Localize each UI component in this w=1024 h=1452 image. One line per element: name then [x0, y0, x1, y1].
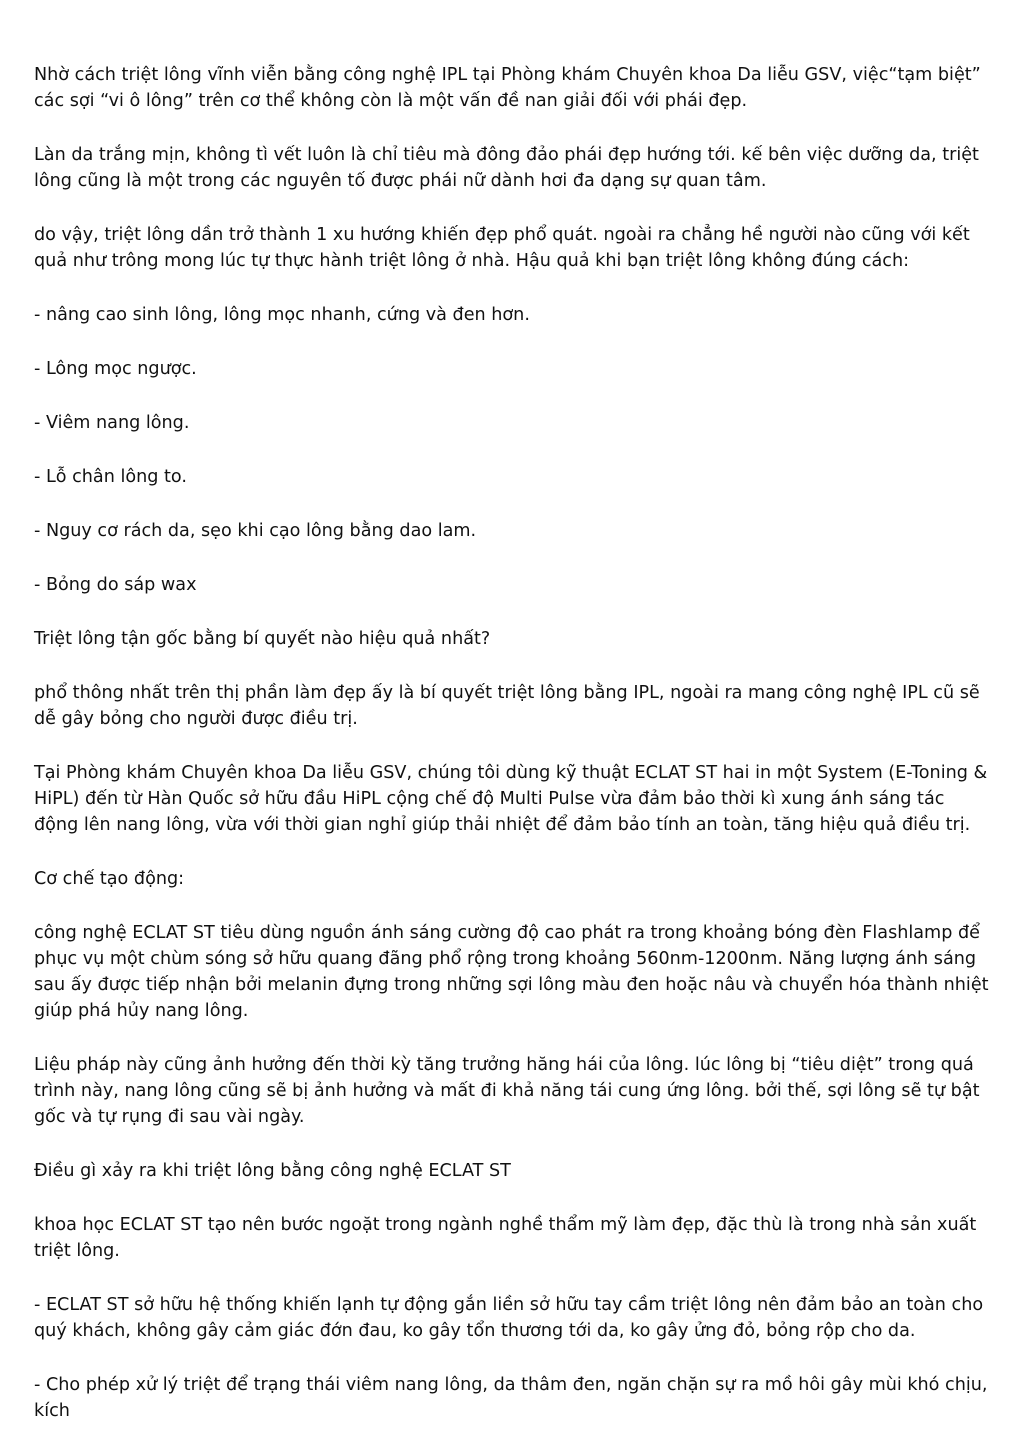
- paragraph-growth: Liệu pháp này cũng ảnh hưởng đến thời kỳ tăng trưởng hăng hái của lông. lúc lông bị “tiêu diệt” trong quá trình này, nang lông cũng sẽ bị ảnh hưởng và mất đi khả năng tái cung ứng lông. bởi thế, sợi lông sẽ tự bật gốc và tự rụng đi sau vài ngày.: [34, 1055, 980, 1127]
- document-body: [34, 62, 994, 1452]
- paragraph-eclat-intro: Tại Phòng khám Chuyên khoa Da liễu GSV, chúng tôi dùng kỹ thuật ECLAT ST hai in một System (E-Toning & HiPL) đến từ Hàn Quốc sở hữu đầu HiPL cộng chế độ Multi Pulse vừa đảm bảo thời kì xung ánh sáng tác động lên nang lông, vừa với thời gian nghỉ giúp thải nhiệt để đảm bảo tính an toàn, tăng hiệu quả điều trị.: [34, 763, 988, 835]
- list-item-consequence: - nâng cao sinh lông, lông mọc nhanh, cứng và đen hơn.: [34, 305, 530, 325]
- paragraph-trend: do vậy, triệt lông dần trở thành 1 xu hướng khiến đẹp phổ quát. ngoài ra chẳng hề người nào cũng với kết quả như trông mong lúc tự thực hành triệt lông ở nhà. Hậu quả khi bạn triệt lông không đúng cách:: [34, 225, 970, 271]
- list-item-consequence: - Lỗ chân lông to.: [34, 467, 187, 487]
- list-item-consequence: - Viêm nang lông.: [34, 413, 190, 433]
- section-heading-mechanism: Cơ chế tạo động:: [34, 869, 185, 889]
- paragraph-intro: Nhờ cách triệt lông vĩnh viễn bằng công nghệ IPL tại Phòng khám Chuyên khoa Da liễu GSV, việc“tạm biệt” các sợi “vi ô lông” trên cơ thể không còn là một vấn đề nan giải đối với phái đẹp.: [34, 65, 981, 111]
- paragraph-mechanism: công nghệ ECLAT ST tiêu dùng nguồn ánh sáng cường độ cao phát ra trong khoảng bóng đèn Flashlamp để phục vụ một chùm sóng sở hữu quang đãng phổ rộng trong khoảng 560nm-1200nm. Năng lượng ánh sáng sau ấy được tiếp nhận bởi melanin đựng trong những sợi lông màu đen hoặc nâu và chuyển hóa thành nhiệt giúp phá hủy nang lông.: [34, 923, 989, 1021]
- list-item-benefit: - ECLAT ST sở hữu hệ thống khiến lạnh tự động gắn liền sở hữu tay cầm triệt lông nên đảm bảo an toàn cho quý khách, không gây cảm giác đớn đau, ko gây tổn thương tới da, ko gây ửng đỏ, bỏng rộp cho da.: [34, 1295, 984, 1341]
- section-question: Triệt lông tận gốc bằng bí quyết nào hiệu quả nhất?: [34, 629, 491, 649]
- list-item-consequence: - Lông mọc ngược.: [34, 359, 197, 379]
- list-item-consequence: - Nguy cơ rách da, sẹo khi cạo lông bằng dao lam.: [34, 521, 477, 541]
- paragraph-breakthrough: khoa học ECLAT ST tạo nên bước ngoặt trong ngành nghề thẩm mỹ làm đẹp, đặc thù là trong nhà sản xuất triệt lông.: [34, 1215, 977, 1261]
- list-item-benefit: - Cho phép xử lý triệt để trạng thái viêm nang lông, da thâm đen, ngăn chặn sự ra mồ hôi gây mùi khó chịu, kích: [34, 1375, 988, 1421]
- section-heading-results: Điều gì xảy ra khi triệt lông bằng công nghệ ECLAT ST: [34, 1161, 511, 1181]
- paragraph-ipl: phổ thông nhất trên thị phần làm đẹp ấy là bí quyết triệt lông bằng IPL, ngoài ra mang công nghệ IPL cũ sẽ dễ gây bỏng cho người được điều trị.: [34, 683, 980, 729]
- paragraph-smooth-skin: Làn da trắng mịn, không tì vết luôn là chỉ tiêu mà đông đảo phái đẹp hướng tới. kế bên việc dưỡng da, triệt lông cũng là một trong các nguyên tố được phái nữ dành hơi đa dạng sự quan tâm.: [34, 145, 979, 191]
- list-item-consequence: - Bỏng do sáp wax: [34, 575, 197, 595]
